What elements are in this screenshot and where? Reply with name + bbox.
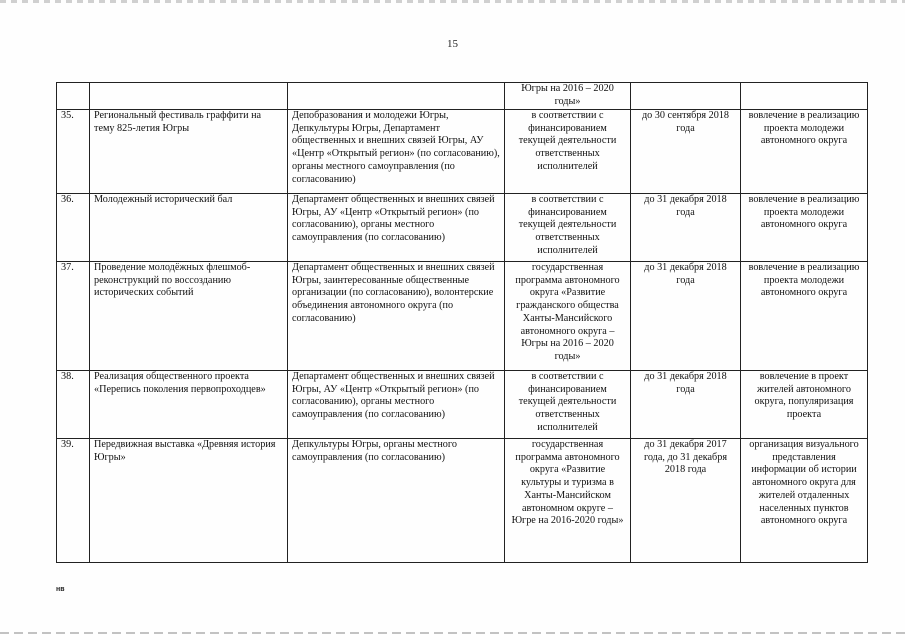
cell-num: 37. — [57, 262, 90, 371]
cell-financing: Югры на 2016 – 2020 годы» — [505, 83, 631, 110]
cell-result — [741, 83, 868, 110]
table-row — [57, 371, 868, 439]
cell-executors: Депкультуры Югры, органы местного самоуправления (по согласованию) — [288, 439, 505, 563]
cell-result: вовлечение в реализацию проекта молодежи автономного округа — [741, 194, 868, 262]
scan-edge-bottom — [0, 632, 905, 634]
cell-name: Проведение молодёжных флешмоб-реконструкций по воссозданию исторических событий — [90, 262, 288, 371]
table-row — [57, 439, 868, 563]
cell-num — [57, 83, 90, 110]
cell-result: вовлечение в реализацию проекта молодежи автономного округа — [741, 110, 868, 194]
cell-num: 36. — [57, 194, 90, 262]
cell-name — [90, 83, 288, 110]
activities-table — [56, 82, 868, 563]
cell-executors: Депобразования и молодежи Югры, Депкультуры Югры, Департамент общественных и внешних связей Югры, АУ «Центр «Открытый регион» (по согласованию), органы местного самоуправления (по согласованию) — [288, 110, 505, 194]
cell-executors: Департамент общественных и внешних связей Югры, АУ «Центр «Открытый регион» (по согласованию), органы местного самоуправления (по согласованию) — [288, 371, 505, 439]
cell-executors: Департамент общественных и внешних связей Югры, заинтересованные общественные организации (по согласованию), волонтерские объединения автономного округа (по согласованию) — [288, 262, 505, 371]
table-row — [57, 83, 868, 110]
cell-term: до 31 декабря 2017 года, до 31 декабря 2018 года — [631, 439, 741, 563]
cell-financing: государственная программа автономного округа «Развитие культуры и туризма в Ханты-Мансийском автономном округе – Югре на 2016-2020 годы» — [505, 439, 631, 563]
scan-edge-top — [0, 0, 905, 3]
footer-initials: нв — [56, 586, 65, 593]
cell-term: до 31 декабря 2018 года — [631, 371, 741, 439]
cell-financing: в соответствии с финансированием текущей деятельности ответственных исполнителей — [505, 371, 631, 439]
cell-result: организация визуального представления информации об истории автономного округа для жителей отдаленных населенных пунктов автономного округа — [741, 439, 868, 563]
table-row — [57, 194, 868, 262]
table-row — [57, 110, 868, 194]
cell-financing: в соответствии с финансированием текущей деятельности ответственных исполнителей — [505, 110, 631, 194]
cell-term: до 31 декабря 2018 года — [631, 194, 741, 262]
cell-term: до 31 декабря 2018 года — [631, 262, 741, 371]
cell-result: вовлечение в проект жителей автономного округа, популяризация проекта — [741, 371, 868, 439]
cell-num: 38. — [57, 371, 90, 439]
cell-term — [631, 83, 741, 110]
cell-num: 39. — [57, 439, 90, 563]
cell-financing: в соответствии с финансированием текущей деятельности ответственных исполнителей — [505, 194, 631, 262]
cell-term: до 30 сентября 2018 года — [631, 110, 741, 194]
page-number: 15 — [447, 38, 458, 50]
cell-num: 35. — [57, 110, 90, 194]
cell-result: вовлечение в реализацию проекта молодежи автономного округа — [741, 262, 868, 371]
cell-name: Передвижная выставка «Древняя история Югры» — [90, 439, 288, 563]
cell-executors: Департамент общественных и внешних связей Югры, АУ «Центр «Открытый регион» (по согласованию), органы местного самоуправления (по согласованию) — [288, 194, 505, 262]
cell-name: Региональный фестиваль граффити на тему 825-летия Югры — [90, 110, 288, 194]
cell-executors — [288, 83, 505, 110]
table-row — [57, 262, 868, 371]
cell-name: Молодежный исторический бал — [90, 194, 288, 262]
cell-name: Реализация общественного проекта «Перепись поколения первопроходцев» — [90, 371, 288, 439]
cell-financing: государственная программа автономного округа «Развитие гражданского общества Ханты-Мансийского автономного округа – Югры на 2016 – 2020 годы» — [505, 262, 631, 371]
